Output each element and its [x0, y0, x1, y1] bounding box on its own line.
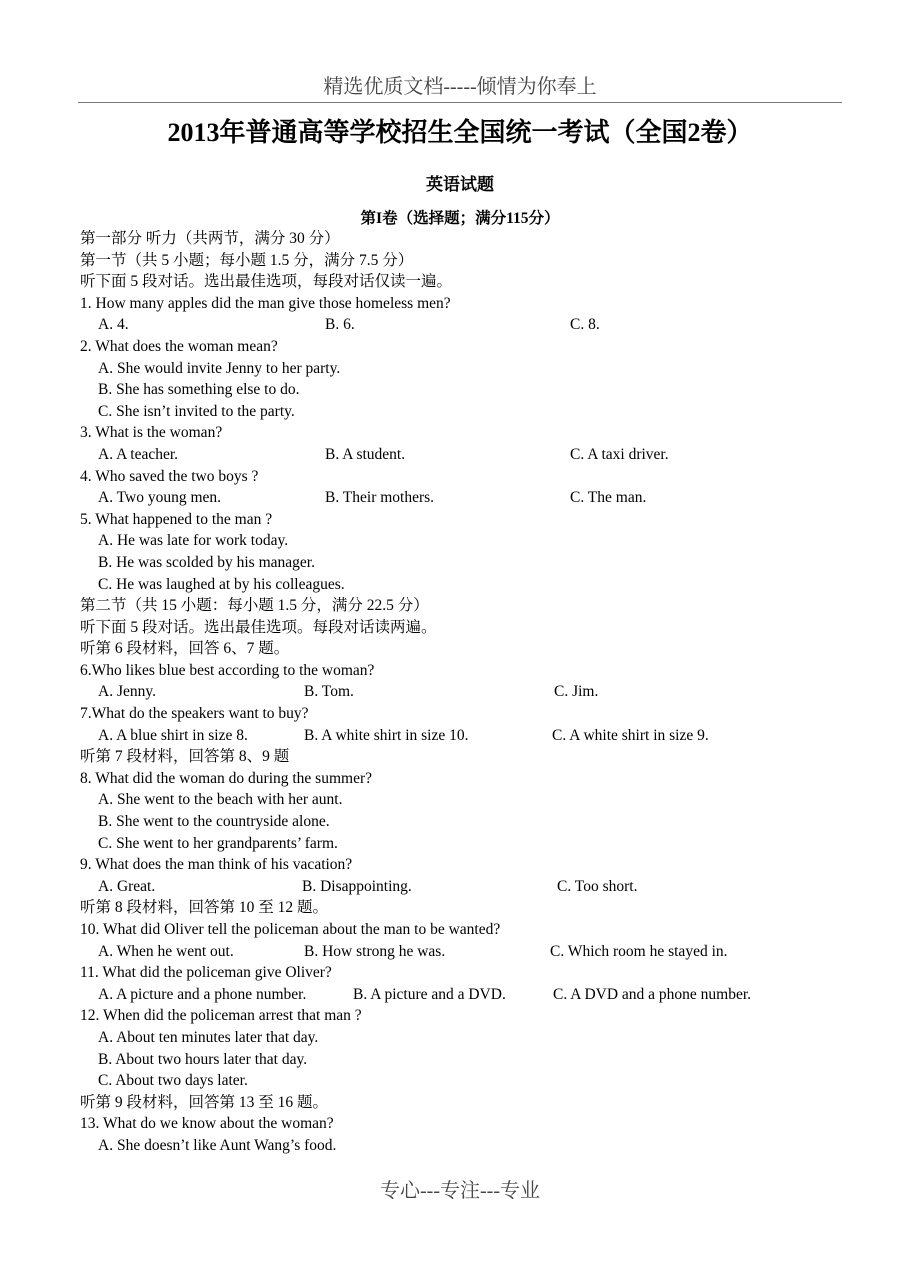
text-line: 第一部分 听力（共两节，满分 30 分）: [80, 230, 340, 247]
text-line: 听下面 5 段对话。选出最佳选项。每段对话读两遍。: [80, 618, 437, 636]
text-line: 6.Who likes blue best according to the woman?: [80, 661, 375, 679]
answer-option: A. Two young men.: [98, 489, 222, 507]
answer-option: C. A DVD and a phone number.: [553, 985, 752, 1003]
text-line: 7.What do the speakers want to buy?: [80, 705, 309, 723]
answer-option: B. Tom.: [304, 683, 354, 701]
text-line: 10. What did Oliver tell the policeman about the man to be wanted?: [80, 921, 501, 938]
text-line: 13. What do we know about the woman?: [80, 1115, 334, 1133]
option-row: [80, 314, 840, 336]
text-line: 第二节（共 15 小题：每小题 1.5 分，满分 22.5 分）: [80, 597, 429, 615]
option-row: [80, 681, 840, 703]
answer-option: B. She went to the countryside alone.: [98, 813, 330, 831]
answer-option: C. The man.: [570, 489, 647, 507]
answer-option: C. She went to her grandparents’ farm.: [98, 834, 338, 852]
answer-option: A. 4.: [98, 316, 129, 334]
option-row: [80, 574, 840, 596]
text-line: 11. What did the policeman give Oliver?: [80, 964, 332, 982]
answer-option: A. She would invite Jenny to her party.: [98, 359, 341, 377]
answer-option: A. Great.: [98, 877, 156, 895]
answer-option: C. A taxi driver.: [570, 445, 669, 463]
option-row: [80, 789, 840, 811]
text-line: 4. Who saved the two boys ?: [80, 467, 259, 485]
answer-option: C. She isn’t invited to the party.: [98, 402, 295, 420]
option-row: [80, 1027, 840, 1049]
answer-option: C. Which room he stayed in.: [550, 942, 728, 960]
option-row: [80, 725, 840, 747]
answer-option: B. How strong he was.: [304, 942, 446, 960]
answer-option: B. 6.: [325, 316, 355, 334]
page-footer: 专心---专注---专业: [380, 1180, 540, 1202]
text-line: 听第 6 段材料，回答 6、7 题。: [80, 640, 290, 658]
page-header: 精选优质文档-----倾情为你奉上: [323, 76, 597, 98]
option-row: [80, 379, 840, 401]
option-row: [80, 444, 840, 466]
text-line: 5. What happened to the man ?: [80, 510, 273, 528]
answer-option: C. He was laughed at by his colleagues.: [98, 575, 345, 593]
exam-title: 2013年普通高等学校招生全国统一考试（全国2卷）: [167, 118, 753, 147]
option-row: [80, 1070, 840, 1092]
option-row: [80, 876, 840, 898]
text-line: 1. How many apples did the man give those homeless men?: [80, 294, 451, 312]
answer-option: C. Jim.: [554, 683, 599, 701]
question-body: [80, 228, 840, 1157]
answer-option: B. Their mothers.: [325, 489, 435, 507]
option-row: [80, 401, 840, 423]
text-line: 8. What did the woman do during the summer?: [80, 769, 373, 787]
text-line: 听第 7 段材料，回答第 8、9 题: [80, 748, 290, 766]
option-row: [80, 530, 840, 552]
answer-option: A. He was late for work today.: [98, 532, 289, 550]
option-row: [80, 833, 840, 855]
answer-option: B. A white shirt in size 10.: [304, 726, 469, 744]
option-row: [80, 811, 840, 833]
answer-option: C. About two days later.: [98, 1072, 248, 1090]
option-row: [80, 358, 840, 380]
answer-option: A. When he went out.: [98, 942, 234, 960]
volume-heading: 第I卷（选择题；满分115分）: [360, 210, 560, 227]
text-line: 9. What does the man think of his vacation?: [80, 856, 353, 874]
answer-option: A. She doesn’t like Aunt Wang’s food.: [98, 1136, 337, 1154]
answer-option: A. About ten minutes later that day.: [98, 1028, 319, 1046]
answer-option: B. She has something else to do.: [98, 381, 300, 399]
answer-option: B. A student.: [325, 445, 406, 463]
exam-subtitle: 英语试题: [426, 175, 494, 194]
option-row: [80, 487, 840, 509]
option-row: [80, 552, 840, 574]
text-line: 听第 9 段材料，回答第 13 至 16 题。: [80, 1093, 329, 1111]
text-line: 第一节（共 5 小题；每小题 1.5 分，满分 7.5 分）: [80, 251, 414, 269]
answer-option: B. He was scolded by his manager.: [98, 553, 315, 571]
answer-option: A. A teacher.: [98, 445, 179, 463]
text-line: 12. When did the policeman arrest that man ?: [80, 1007, 362, 1025]
option-row: [80, 984, 840, 1006]
answer-option: B. Disappointing.: [302, 877, 412, 895]
header-rule: [78, 102, 842, 103]
option-row: [80, 1049, 840, 1071]
answer-option: A. She went to the beach with her aunt.: [98, 791, 343, 809]
answer-option: B. About two hours later that day.: [98, 1050, 308, 1068]
answer-option: C. Too short.: [557, 877, 638, 895]
text-line: 3. What is the woman?: [80, 424, 223, 442]
text-line: 2. What does the woman mean?: [80, 337, 278, 355]
option-row: [80, 941, 840, 963]
answer-option: A. A picture and a phone number.: [98, 985, 307, 1003]
text-line: 听第 8 段材料，回答第 10 至 12 题。: [80, 899, 329, 917]
answer-option: B. A picture and a DVD.: [353, 985, 506, 1003]
answer-option: C. 8.: [570, 316, 600, 334]
answer-option: A. A blue shirt in size 8.: [98, 726, 248, 744]
option-row: [80, 1135, 840, 1157]
text-line: 听下面 5 段对话。选出最佳选项，每段对话仅读一遍。: [80, 273, 453, 291]
answer-option: A. Jenny.: [98, 683, 156, 701]
answer-option: C. A white shirt in size 9.: [552, 726, 709, 744]
